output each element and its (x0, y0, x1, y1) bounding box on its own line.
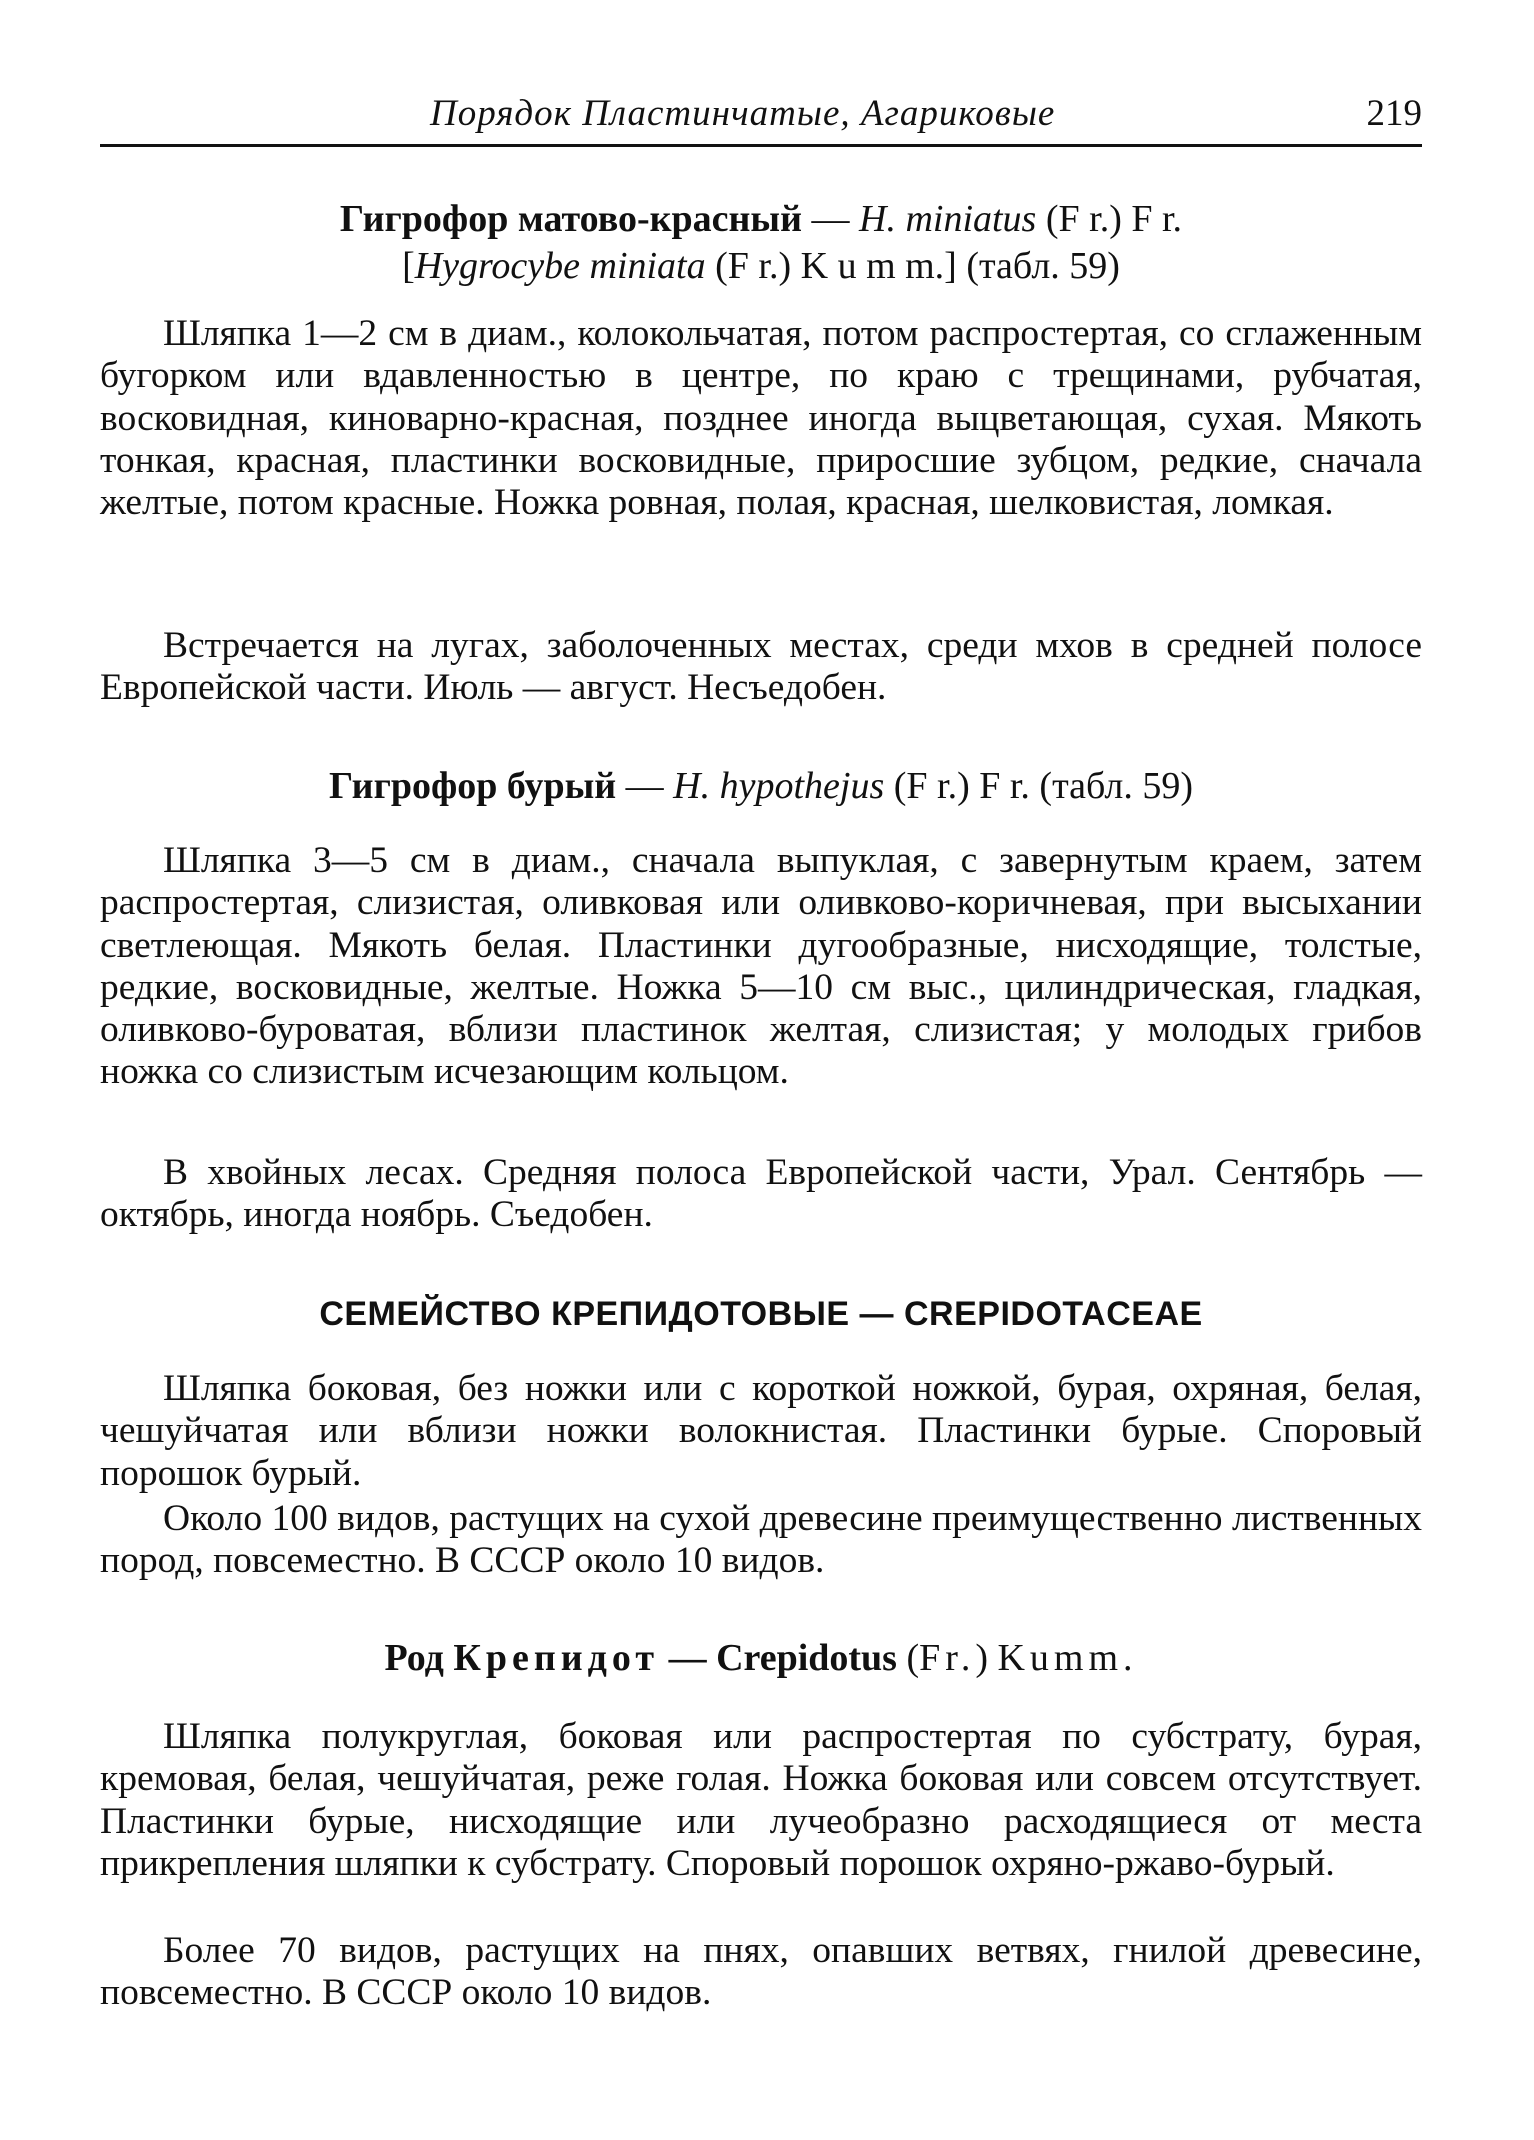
genus-description: Шляпка полукруглая, боковая или распростертая по субстрату, бурая, кремовая, белая, чешуйчатая, реже голая. Ножка боковая или совсем отсутствует. Пластинки бурые, нисходящие или лучеобразно расходящиеся от места прикрепления шляпки к субстрату. Споровый порошок охряно-ржаво-бурый. (100, 1716, 1422, 1884)
species-1-name-ru: Гигрофор матово-красный (339, 198, 802, 240)
family-heading (100, 1290, 1422, 1337)
heading-dash: — (659, 1637, 717, 1679)
genus-author-fr: Fr. (919, 1637, 976, 1679)
genus-rod: Род (384, 1637, 444, 1679)
genus-distribution: Более 70 видов, растущих на пнях, опавших ветвях, гнилой древесине, повсеместно. В СССР около 10 видов. (100, 1930, 1422, 2014)
species-1-heading (100, 196, 1422, 242)
species-2-heading (100, 763, 1422, 809)
genus-latin: Crepidotus (716, 1637, 897, 1679)
species-2-habitat: В хвойных лесах. Средняя полоса Европейской части, Урал. Сентябрь — октябрь, иногда ноябрь. Съедобен. (100, 1152, 1422, 1236)
species-2-name-ru: Гигрофор бурый (328, 765, 617, 807)
running-title: Порядок Пластинчатые, Агариковые (430, 93, 1056, 134)
family-distribution: Около 100 видов, растущих на сухой древесине преимущественно лиственных пород, повсеместно. В СССР около 10 видов. (100, 1498, 1422, 1582)
species-1-synonym (100, 243, 1422, 289)
species-1-synonym-latin: Hygrocybe miniata (414, 245, 706, 287)
genus-author-paren: ( (896, 1637, 920, 1679)
header-rule (100, 144, 1422, 147)
species-1-author: (F r.) F r. (1036, 198, 1183, 240)
species-1-description: Шляпка 1—2 см в диам., колокольчатая, потом распростертая, со сглаженным бугорком или вдавленностью в центре, по краю с трещинами, рубчатая, восковидная, киноварно-красная, позднее иногда выцветающая, сухая. Мякоть тонкая, красная, пластинки восковидные, приросшие зубцом, редкие, сначала желтые, потом красные. Ножка ровная, полая, красная, шелковистая, ломкая. (100, 313, 1422, 524)
running-head (100, 92, 1422, 138)
genus-author-paren: ) (975, 1637, 998, 1679)
species-1-latin: H. miniatus (859, 198, 1037, 240)
species-2-description: Шляпка 3—5 см в диам., сначала выпуклая, с завернутым краем, затем распростертая, слизистая, оливковая или оливково-коричневая, при высыхании светлеющая. Мякоть белая. Пластинки дугообразные, нисходящие, толстые, редкие, восковидные, желтые. Ножка 5—10 см выс., цилиндрическая, гладкая, оливково-буроватая, вблизи пластинок желтая, слизистая; у молодых грибов ножка со слизистым исчезающим кольцом. (100, 840, 1422, 1093)
species-1-habitat: Встречается на лугах, заболоченных местах, среди мхов в средней полосе Европейской части. Июль — август. Несъедобен. (100, 625, 1422, 709)
page-number: 219 (1366, 93, 1422, 134)
genus-heading (100, 1635, 1422, 1681)
genus-name-ru: Крепидот (453, 1637, 660, 1679)
species-2-latin: H. hypothejus (673, 765, 885, 807)
species-2-author: (F r.) F r. (табл. 59) (884, 765, 1194, 807)
family-description: Шляпка боковая, без ножки или с короткой ножкой, бурая, охряная, белая, чешуйчатая или вблизи ножки волокнистая. Пластинки бурые. Споровый порошок бурый. (100, 1368, 1422, 1494)
heading-dash: — (802, 198, 859, 240)
heading-dash: — (616, 765, 674, 807)
genus-author-kumm: Kumm. (997, 1637, 1138, 1679)
family-heading-text: СЕМЕЙСТВО КРЕПИДОТОВЫЕ — CREPIDOTACEAE (319, 1295, 1203, 1333)
species-1-synonym-author: (F r.) K u m m.] (табл. 59) (705, 245, 1120, 287)
synonym-bracket: [ (402, 245, 415, 287)
